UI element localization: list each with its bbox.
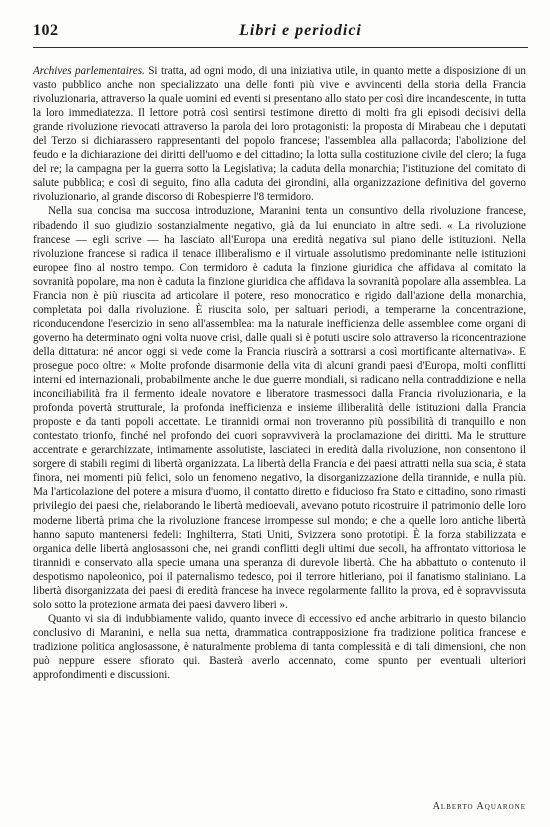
paragraph-1-lead: Archives parlementaires. <box>33 65 145 77</box>
paragraph-1 <box>33 64 526 204</box>
paragraph-2 <box>33 204 526 611</box>
running-title: Libri e periodici <box>239 22 362 39</box>
page-number: 102 <box>33 22 59 39</box>
paragraph-3-text: Quanto vi sia di indubbiamente valido, quanto invece di eccessivo ed anche arbitrario in questo bilancio conclusivo di Maranini, e nella sua netta, drammatica contrapposizione fra tradizione politica francese e tradizione politica anglosassone, è naturalmente problema di tanta complessità e di tali dimensioni, che non può neppure essere sfiorato qui. Basterà averlo accennato, come spunto per eventuali ulteriori approfondimenti e discussioni. <box>33 612 526 682</box>
article-body <box>33 64 526 682</box>
author-signature: Alberto Aquarone <box>432 801 526 812</box>
paragraph-2-text: Nella sua concisa ma succosa introduzione, Maranini tenta un consuntivo della rivoluzione francese, ribadendo il suo giudizio sostanzialmente negativo, già da lui enunciato in altre sedi. « La rivoluzione francese — egli scrive — ha lasciato all'Europa una eredità negativa sul piano delle istituzioni. Nella rivoluzione francese si radica il tenace illiberalismo e il virtuale assolutismo predominante nelle istituzioni europee fino al nostro tempo. Con termidoro è caduta la finzione giuridica che affidava al comitato la sovranità popolare, ma non è caduta la finzione giuridica che affidava la sovranità popolare alla assemblea. La Francia non è più riuscita ad articolare il potere, reso monocratico e rigido dall'azione della monarchia, completata poi dalla rivoluzione. È riuscita solo, per saltuari periodi, a temperarne la concentrazione, riconducendone l'esercizio in seno all'assemblea: ma la naturale inefficienza delle assemblee come organi di governo ha determinato ogni volta nuove crisi, dalle quali si è potuti uscire solo attraverso la riconcentrazione della dittatura: né ancor oggi si vede come la Francia riuscirà a sottrarsi a così mortificante alternativa». E prosegue poco oltre: « Molte profonde disarmonie della vita di alcuni grandi paesi d'Europa, molti conflitti interni ed internazionali, probabilmente anche le due guerre mondiali, si radicano nella contraddizione e nella inconciliabilità fra il fermento ideale novatore e liberatore trasmessoci dalla Francia rivoluzionaria, e la profonda povertà strutturale, la profonda inefficienza e insieme illiberalità delle istituzioni dalla Francia proposte e da tanti popoli accettate. Le tirannidi ormai non troveranno più possibilità di tranquillo e non contestato trionfo, finché nel profondo dei cuori sopravviverà la proclamazione dei diritti. Ma le strutture accentrate e gerarchizzate, intimamente assolutiste, lasciateci in eredità dalla rivoluzione, non consentono il sorgere di stabili regimi di libertà organizzata. La libertà della Francia e dei paesi attratti nella sua scia, è stata finora, nei momenti più felici, solo un fenomeno negativo, la disorganizzazione della tirannide, e nulla più. Ma l'articolazione del potere a misura d'uomo, il contatto diretto e fiducioso fra Stato e cittadino, sono rimasti privilegio dei paesi che, rielaborando le libertà medioevali, avevano potuto ricostruire il patrimonio delle loro moderne libertà prima che la rivoluzione francese irrompesse sul mondo; e che a quelle loro antiche libertà hanno saputo mantenersi fedeli: Inghilterra, Stati Uniti, Svizzera sono prototipi. È la forza stabilizzata e organica delle libertà anglosassoni che, nei grandi conflitti degli ultimi due secoli, ha affrontato vittoriosa le tirannidi e conservato alla specie umana una speranza di durevole libertà. Che ha abbattuto o contenuto il despotismo napoleonico, poi il paternalismo tedesco, poi il terrore hitleriano, poi il fanatismo staliniano. La libertà disorganizzata dei paesi di eredità francese ha invece regolarmente fallito la prova, ed è sopravvissuta solo sotto la protezione armata dei paesi davvero liberi ». <box>33 205 526 611</box>
running-head <box>33 22 528 42</box>
paragraph-3 <box>33 612 526 682</box>
paragraph-1-text: Si tratta, ad ogni modo, di una iniziativa utile, in quanto mette a disposizione di un vasto pubblico anche non specializzato una delle fonti più vive e avvincenti della storia della Francia rivoluzionaria, attraverso la quale uomini ed eventi si presentano allo stato per così dire incandescente, in tutta la loro immediatezza. Il lettore potrà così sentirsi testimone diretto di molti fra gli episodi decisivi della grande rivoluzione rievocati attraverso la parola dei loro protagonisti: la proposta di Mirabeau che i deputati del Terzo si dichiarassero rappresentanti del popolo francese; l'assemblea alla pallacorda; l'abolizione del feudo e la dichiarazione dei diritti dell'uomo e del cittadino; la lotta sulla costituzione civile del clero; la fuga del re; la campagna per la guerra sotto la Legislativa; la caduta della monarchia; l'istituzione del comitato di salute pubblica; e così di seguito, fino alla caduta dei girondini, alla organizzazione definitiva del governo rivoluzionario, al grande discorso di Robespierre l'8 termidoro. <box>33 65 526 204</box>
header-rule <box>33 47 528 48</box>
